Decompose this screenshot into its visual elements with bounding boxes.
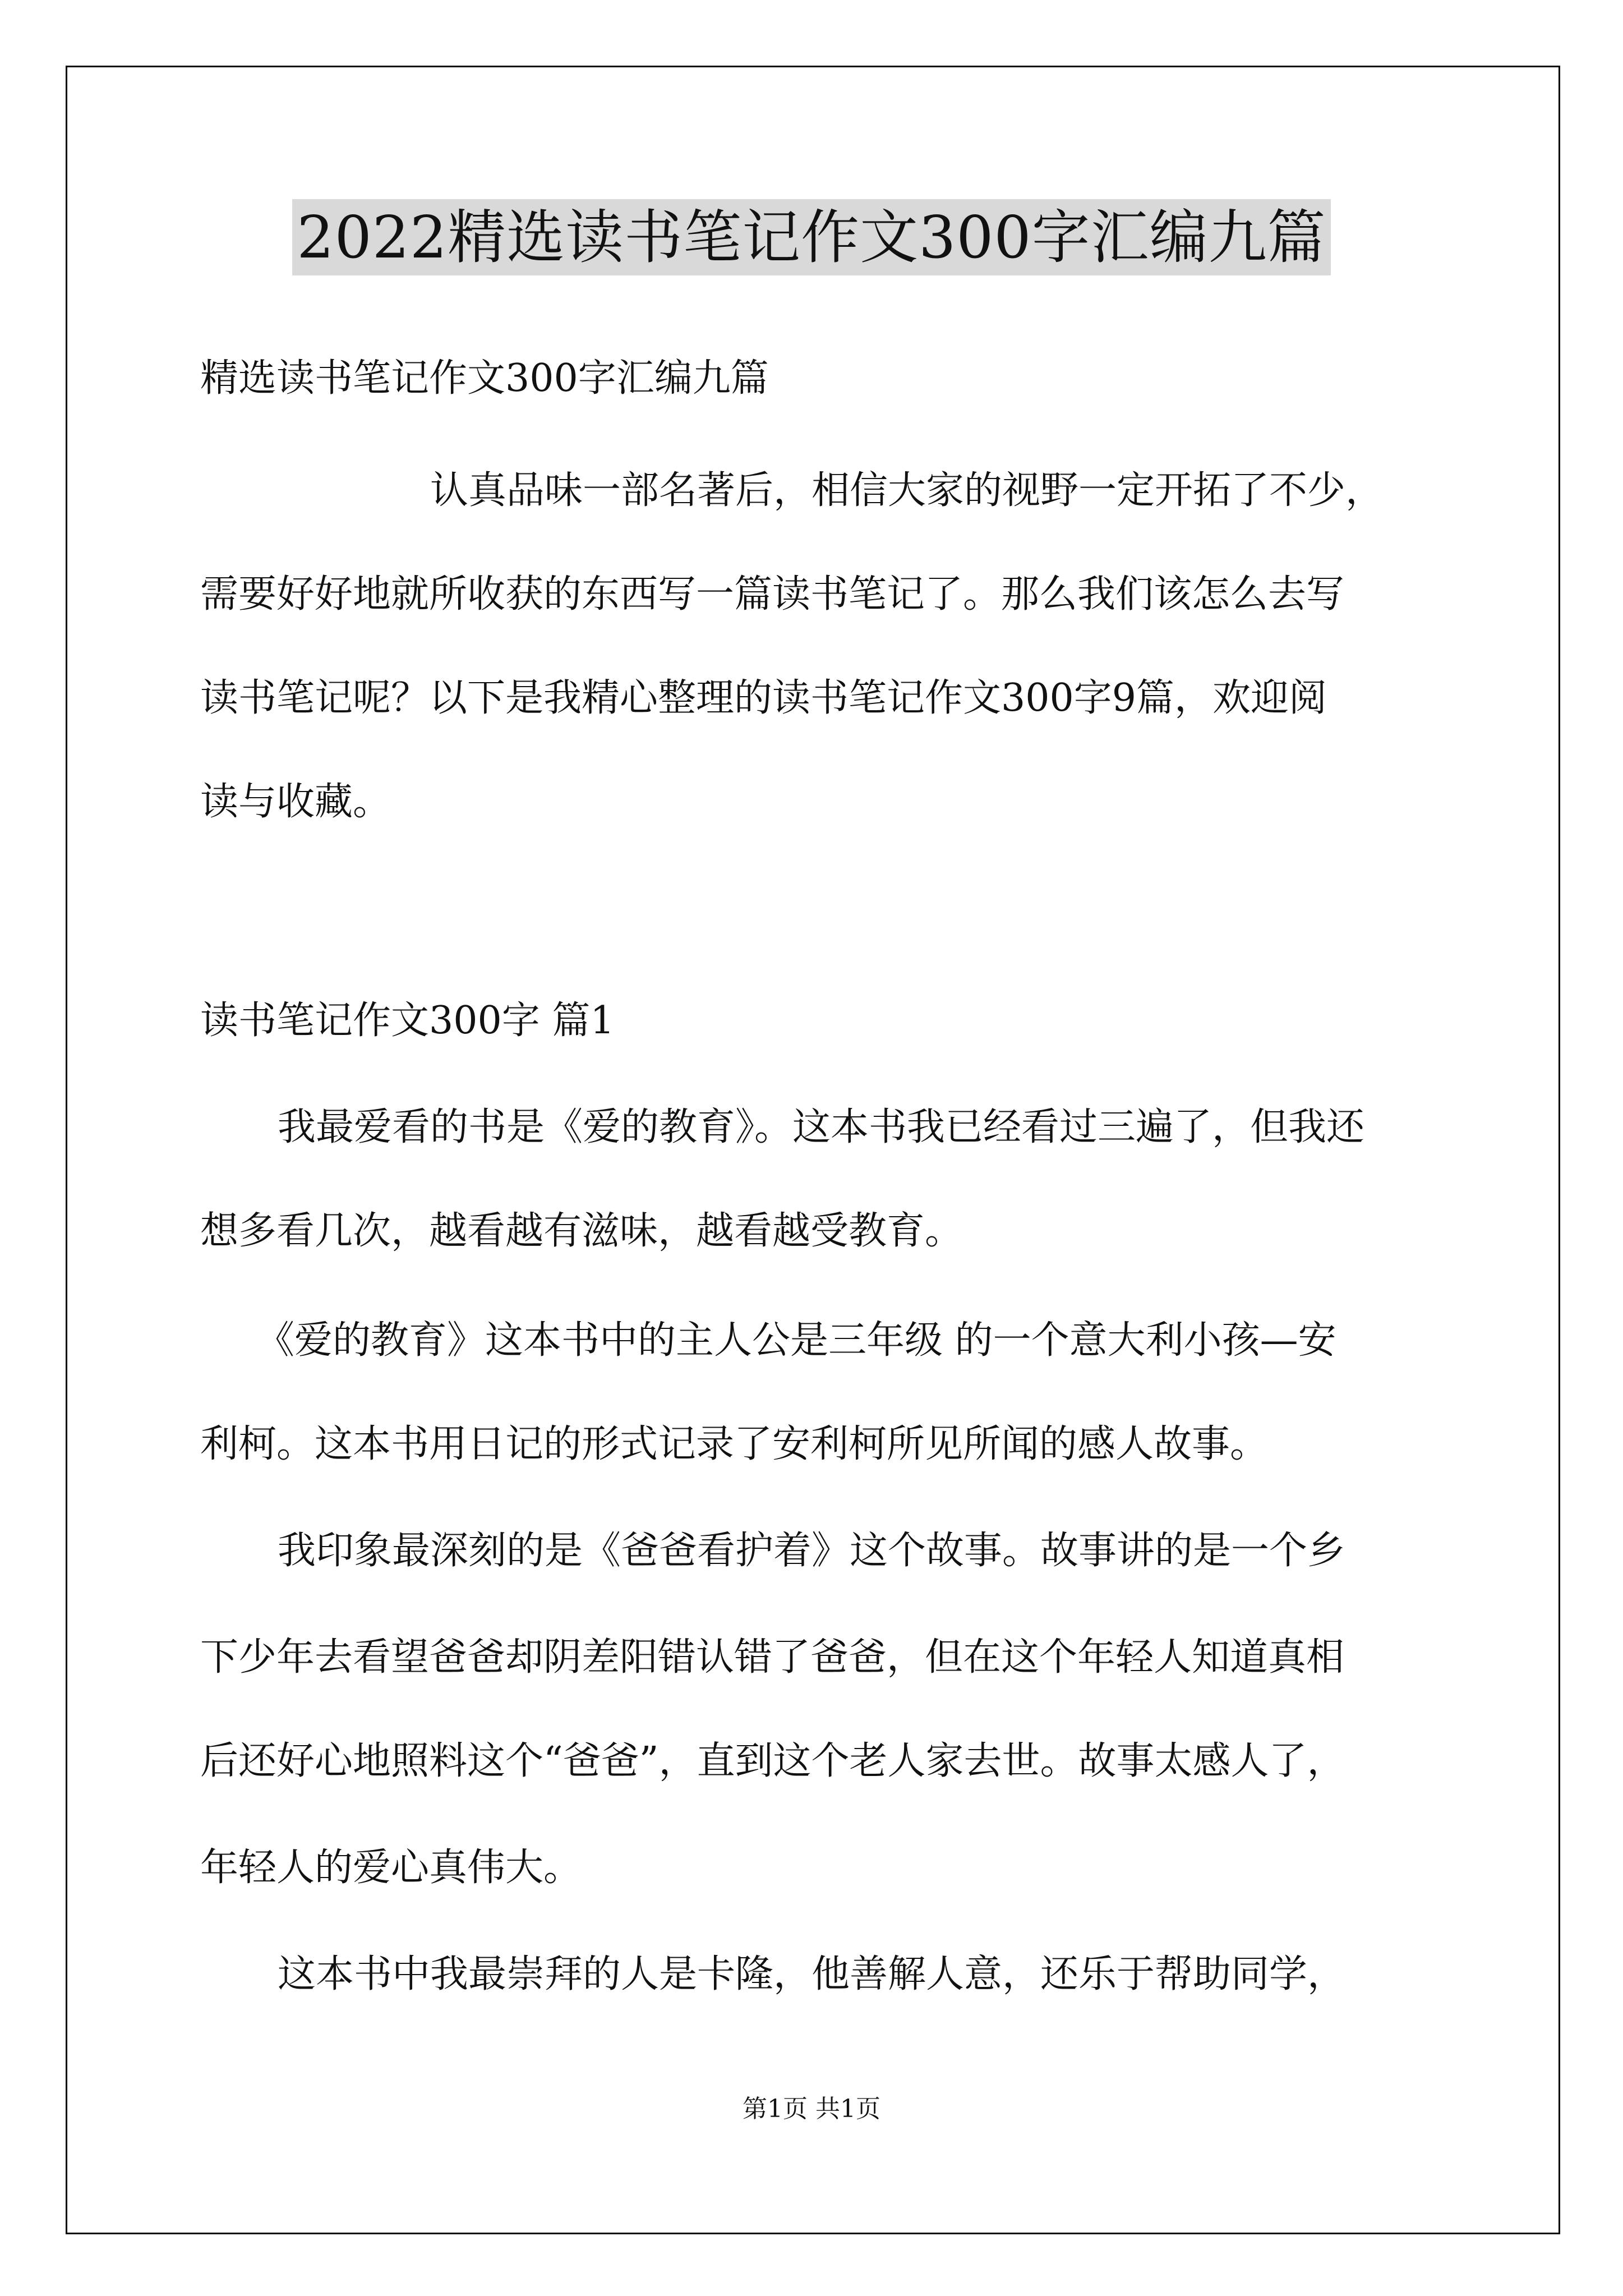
- paragraph-line: 年轻人的爱心真伟大。: [200, 1846, 582, 1890]
- intro-line: 需要好好地就所收获的东西写一篇读书笔记了。那么我们该怎么去写: [200, 572, 1345, 616]
- paragraph-line: 《爱的教育》这本书中的主人公是三年级 的一个意大利小孩—安: [256, 1318, 1336, 1363]
- paragraph-line: 后还好心地照料这个“爸爸”，直到这个老人家去世。故事太感人了，: [200, 1739, 1345, 1783]
- title-container: [0, 199, 1623, 275]
- document-subtitle: 精选读书笔记作文300字汇编九篇: [200, 356, 769, 401]
- paragraph-line: 我印象最深刻的是《爸爸看护着》这个故事。故事讲的是一个乡: [278, 1529, 1346, 1573]
- page-footer: 第1页 共1页: [743, 2095, 880, 2123]
- document-title: 2022精选读书笔记作文300字汇编九篇: [292, 199, 1330, 275]
- intro-line: 读与收藏。: [200, 780, 391, 824]
- paragraph-line: 下少年去看望爸爸却阴差阳错认错了爸爸，但在这个年轻人知道真相: [200, 1635, 1345, 1680]
- paragraph-line: 利柯。这本书用日记的形式记录了安利柯所见所闻的感人故事。: [200, 1422, 1269, 1466]
- intro-line: 认真品味一部名著后，相信大家的视野一定开拓了不少，: [430, 468, 1384, 513]
- intro-line: 读书笔记呢？以下是我精心整理的读书笔记作文300字9篇，欢迎阅: [200, 676, 1327, 720]
- section-heading: 读书笔记作文300字 篇1: [200, 999, 615, 1043]
- paragraph-line: 这本书中我最崇拜的人是卡隆，他善解人意，还乐于帮助同学，: [278, 1952, 1346, 1996]
- paragraph-line: 我最爱看的书是《爱的教育》。这本书我已经看过三遍了，但我还: [278, 1105, 1365, 1149]
- paragraph-line: 想多看几次，越看越有滋味，越看越受教育。: [200, 1209, 963, 1253]
